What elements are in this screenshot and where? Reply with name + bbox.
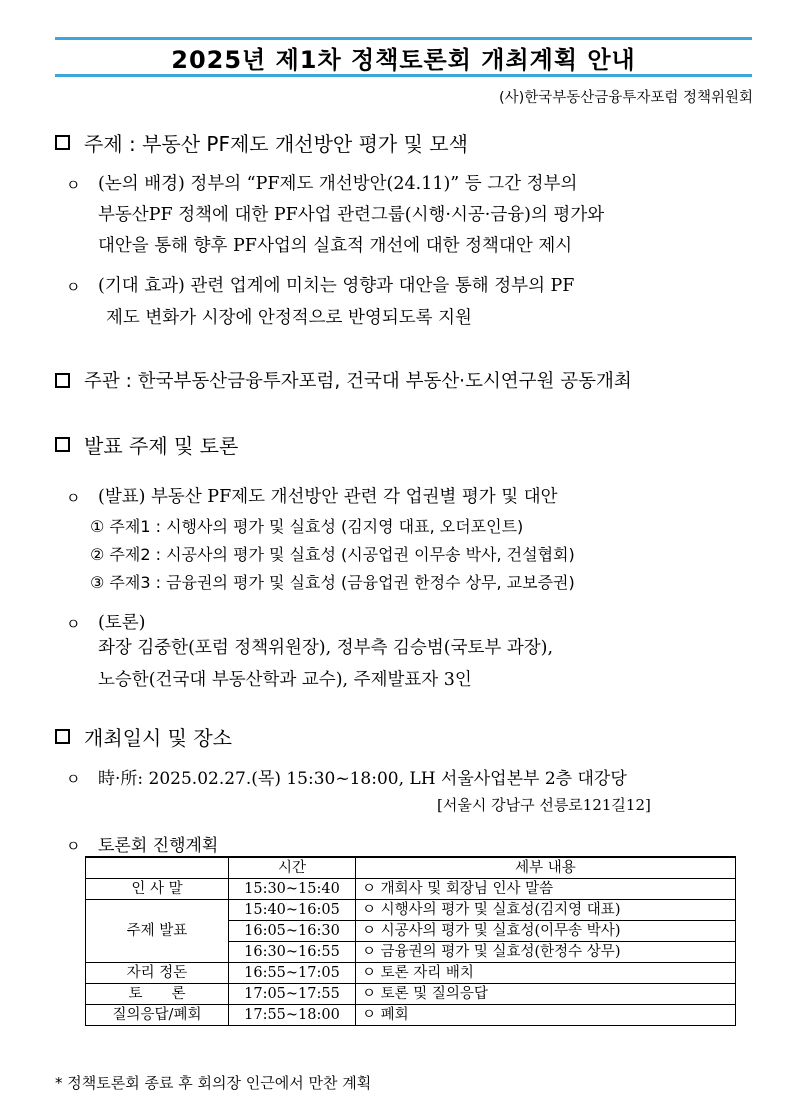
detail-cell: ㅇ 폐회 — [356, 1005, 736, 1026]
table-row — [86, 900, 736, 921]
presentation-line: (발표) 부동산 PF제도 개선방안 관련 각 업권별 평가 및 대안 — [98, 487, 558, 507]
checkbox-square-icon — [55, 437, 70, 452]
detail-cell: ㅇ 시공사의 평가 및 실효성(이무송 박사) — [356, 921, 736, 942]
session-cell: 자리 정돈 — [86, 963, 229, 984]
bullet-icon: ㅇ — [66, 489, 81, 507]
session-cell: 주제 발표 — [86, 900, 229, 963]
bullet-icon: ㅇ — [66, 837, 81, 855]
discussion-line-1: 좌장 김중한(포럼 정책위원장), 정부측 김승범(국토부 과장), — [98, 638, 554, 658]
header-time: 시간 — [229, 857, 356, 879]
section-topic-heading: 주제 : 부동산 PF제도 개선방안 평가 및 모색 — [55, 128, 468, 157]
footnote: * 정책토론회 종료 후 회의장 인근에서 만찬 계획 — [55, 1074, 372, 1092]
session-cell: 인 사 말 — [86, 879, 229, 900]
effect-line-1: (기대 효과) 관련 업계에 미치는 영향과 대안을 통해 정부의 PF — [98, 276, 575, 296]
time-cell: 15:30~15:40 — [229, 879, 356, 900]
datetime-place: 時·所: 2025.02.27.(목) 15:30~18:00, LH 서울사업본부 2층 대강당 — [98, 769, 627, 789]
header-session — [86, 857, 229, 879]
bullet-icon: ㅇ — [66, 770, 81, 788]
topic-3: ③ 주제3 : 금융권의 평가 및 실효성 (금융업권 한정수 상무, 교보증권) — [90, 573, 575, 592]
time-cell: 15:40~16:05 — [229, 900, 356, 921]
schedule-label: 토론회 진행계획 — [98, 836, 219, 856]
background-line-1: (논의 배경) 정부의 “PF제도 개선방안(24.11)” 등 그간 정부의 — [98, 174, 578, 194]
session-cell: 질의응답/폐회 — [86, 1005, 229, 1026]
table-row — [86, 984, 736, 1005]
detail-cell: ㅇ 개회사 및 회장님 인사 말씀 — [356, 879, 736, 900]
time-cell: 16:05~16:30 — [229, 921, 356, 942]
effect-line-2: 제도 변화가 시장에 안정적으로 반영되도록 지원 — [106, 308, 472, 328]
session-cell: 토 론 — [86, 984, 229, 1005]
detail-cell: ㅇ 시행사의 평가 및 실효성(김지영 대표) — [356, 900, 736, 921]
checkbox-square-icon — [55, 373, 70, 388]
table-row — [86, 1005, 736, 1026]
bullet-icon: ㅇ — [66, 176, 81, 194]
table-row — [86, 879, 736, 900]
topic-2: ② 주제2 : 시공사의 평가 및 실효성 (시공업권 이무송 박사, 건설협회) — [90, 545, 575, 564]
section-host-heading: 주관 : 한국부동산금융투자포럼, 건국대 부동산·도시연구원 공동개최 — [55, 367, 632, 393]
schedule-table — [85, 856, 736, 1026]
topic-1: ① 주제1 : 시행사의 평가 및 실효성 (김지영 대표, 오더포인트) — [90, 517, 524, 536]
table-row — [86, 963, 736, 984]
document-title: 2025년 제1차 정책토론회 개최계획 안내 — [55, 37, 752, 77]
detail-cell: ㅇ 토론 자리 배치 — [356, 963, 736, 984]
background-line-3: 대안을 통해 향후 PF사업의 실효적 개선에 대한 정책대안 제시 — [98, 236, 573, 256]
bullet-icon: ㅇ — [66, 615, 81, 633]
checkbox-square-icon — [55, 135, 70, 150]
header-detail: 세부 내용 — [356, 857, 736, 879]
detail-cell: ㅇ 토론 및 질의응답 — [356, 984, 736, 1005]
discussion-label: (토론) — [98, 613, 146, 633]
checkbox-square-icon — [55, 729, 70, 744]
section-presentation-heading: 발표 주제 및 토론 — [55, 430, 238, 459]
section-datetime-heading: 개최일시 및 장소 — [55, 722, 232, 751]
time-cell: 17:05~17:55 — [229, 984, 356, 1005]
background-line-2: 부동산PF 정책에 대한 PF사업 관련그룹(시행·시공·금융)의 평가와 — [98, 205, 605, 225]
time-cell: 16:55~17:05 — [229, 963, 356, 984]
address: [서울시 강남구 선릉로121길12] — [437, 796, 651, 814]
organizer-line: (사)한국부동산금융투자포럼 정책위원회 — [498, 90, 753, 106]
bullet-icon: ㅇ — [66, 278, 81, 296]
time-cell: 16:30~16:55 — [229, 942, 356, 963]
discussion-line-2: 노승한(건국대 부동산학과 교수), 주제발표자 3인 — [98, 670, 472, 690]
table-header-row — [86, 857, 736, 879]
detail-cell: ㅇ 금융권의 평가 및 실효성(한정수 상무) — [356, 942, 736, 963]
time-cell: 17:55~18:00 — [229, 1005, 356, 1026]
